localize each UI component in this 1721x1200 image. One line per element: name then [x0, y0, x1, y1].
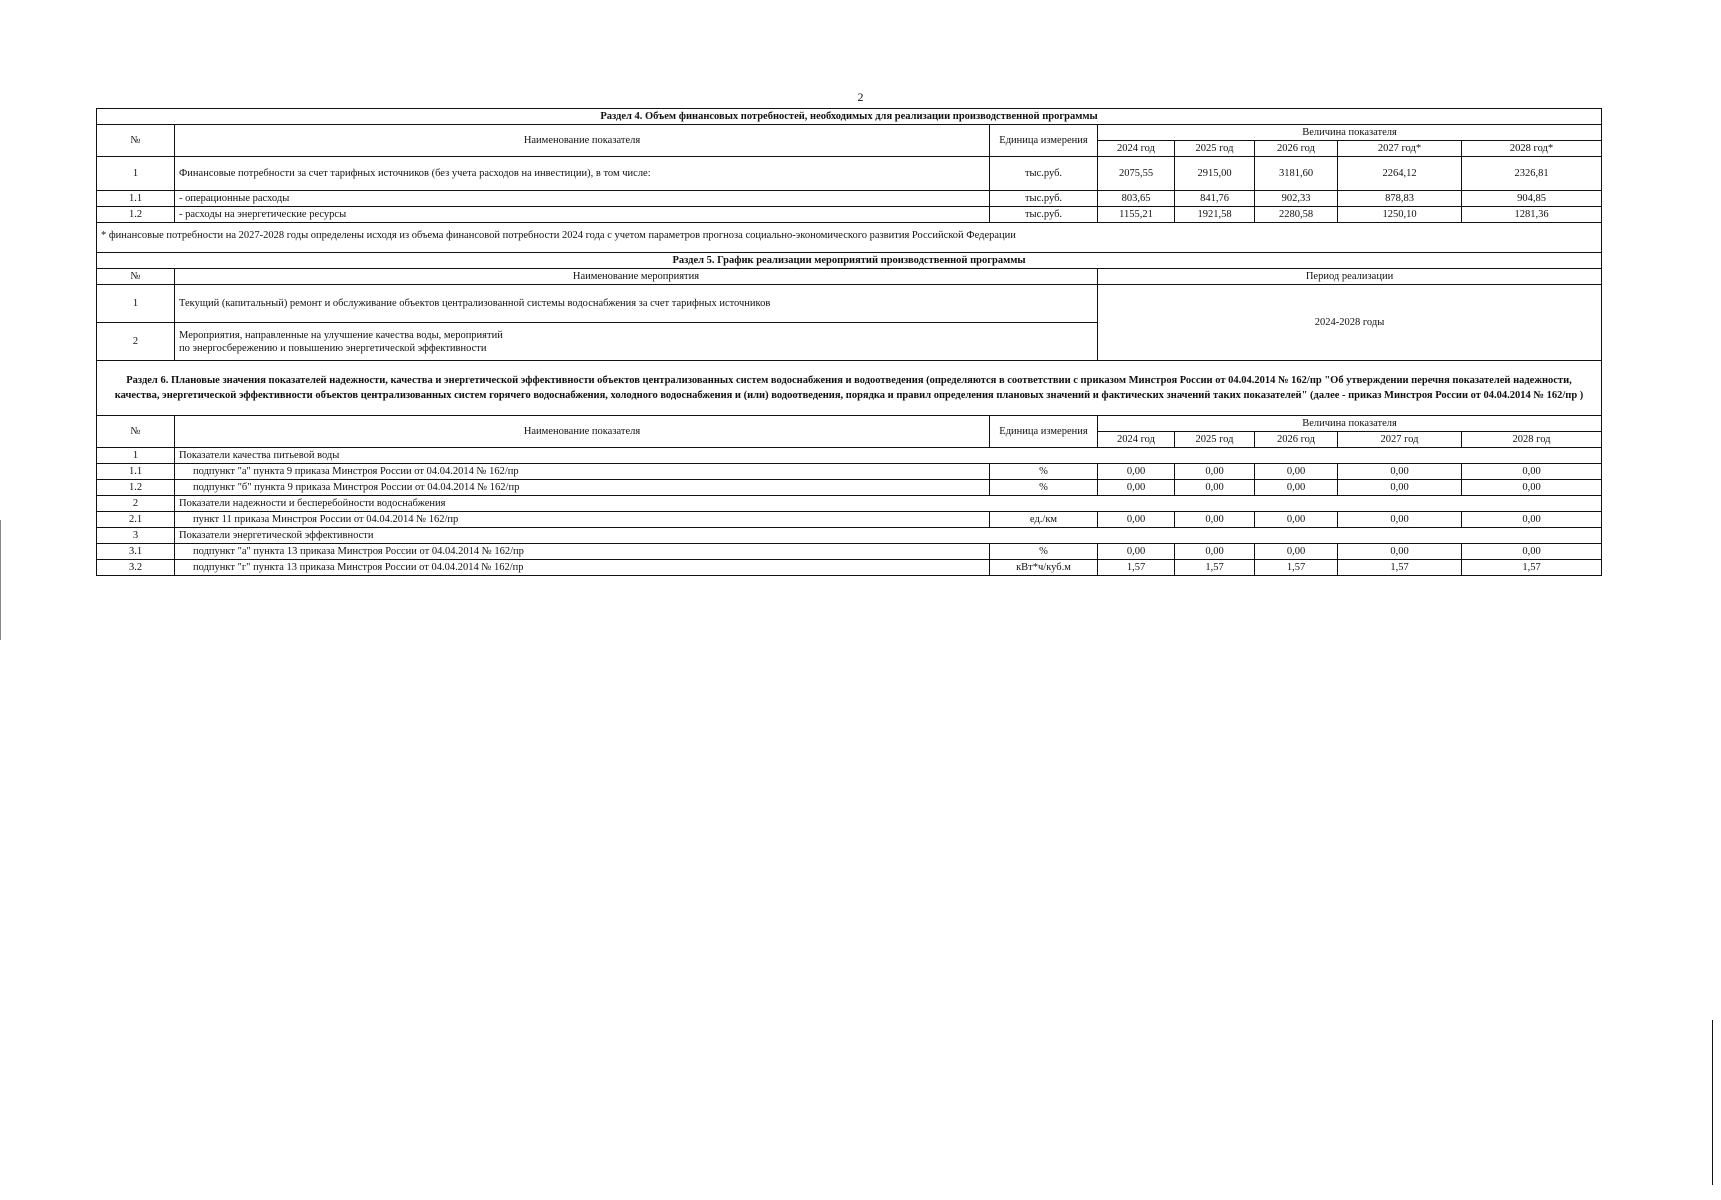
s6-year: 2028 год: [1462, 432, 1602, 448]
row-value: 0,00: [1175, 544, 1255, 560]
row-value: 0,00: [1462, 512, 1602, 528]
row-num: 1.1: [97, 464, 175, 480]
row-value: 0,00: [1338, 512, 1462, 528]
row-value: 1155,21: [1098, 207, 1175, 223]
row-value: 0,00: [1098, 464, 1175, 480]
row-num: 1.2: [97, 480, 175, 496]
row-value: 1,57: [1338, 560, 1462, 576]
row-value: 0,00: [1338, 544, 1462, 560]
group-row: [97, 528, 1602, 544]
row-value: 902,33: [1255, 191, 1338, 207]
row-value: 841,76: [1175, 191, 1255, 207]
row-unit: тыс.руб.: [990, 191, 1098, 207]
table-row: [97, 464, 1602, 480]
row-num: 3.1: [97, 544, 175, 560]
s5-header-name: Наименование мероприятия: [175, 269, 1098, 285]
s5-header-period: Период реализации: [1098, 269, 1602, 285]
row-value: 0,00: [1175, 480, 1255, 496]
table-row: [97, 207, 1602, 223]
row-unit: ед./км: [990, 512, 1098, 528]
s4-year: 2027 год*: [1338, 141, 1462, 157]
s6-year: 2025 год: [1175, 432, 1255, 448]
row-unit: тыс.руб.: [990, 207, 1098, 223]
row-value: 0,00: [1338, 480, 1462, 496]
group-name: Показатели качества питьевой воды: [175, 448, 1602, 464]
row-unit: кВт*ч/куб.м: [990, 560, 1098, 576]
s4-header-name: Наименование показателя: [175, 125, 990, 157]
row-name: подпункт "а" пункта 13 приказа Минстроя России от 04.04.2014 № 162/пр: [175, 544, 990, 560]
row-num: 1: [97, 285, 175, 323]
s6-year: 2026 год: [1255, 432, 1338, 448]
table-row: [97, 191, 1602, 207]
s6-header-num: №: [97, 416, 175, 448]
row-value: 1281,36: [1462, 207, 1602, 223]
s4-header-unit: Единица измерения: [990, 125, 1098, 157]
scan-edge-line: [0, 520, 1, 640]
row-name: подпункт "а" пункта 9 приказа Минстроя России от 04.04.2014 № 162/пр: [175, 464, 990, 480]
row-value: 0,00: [1255, 512, 1338, 528]
row-value: 1250,10: [1338, 207, 1462, 223]
row-value: 2280,58: [1255, 207, 1338, 223]
row-unit: %: [990, 544, 1098, 560]
s6-header-value: Величина показателя: [1098, 416, 1602, 432]
row-value: 0,00: [1175, 464, 1255, 480]
row-num: 1.2: [97, 207, 175, 223]
s4-year: 2028 год*: [1462, 141, 1602, 157]
row-value: 2915,00: [1175, 157, 1255, 191]
table-row: [97, 560, 1602, 576]
row-value: 2264,12: [1338, 157, 1462, 191]
section4-note-row: [97, 223, 1602, 253]
row-value: 1,57: [1098, 560, 1175, 576]
row-unit: %: [990, 480, 1098, 496]
section4-note: * финансовые потребности на 2027-2028 годы определены исходя из объема финансовой потребности 2024 года с учетом параметров прогноза социально-экономического развития Российской Федерации: [97, 223, 1602, 253]
row-value: 803,65: [1098, 191, 1175, 207]
row-value: 0,00: [1098, 512, 1175, 528]
row-value: 904,85: [1462, 191, 1602, 207]
row-name: подпункт "б" пункта 9 приказа Минстроя России от 04.04.2014 № 162/пр: [175, 480, 990, 496]
row-unit: тыс.руб.: [990, 157, 1098, 191]
row-value: 0,00: [1462, 544, 1602, 560]
row-num: 2.1: [97, 512, 175, 528]
page-number: 2: [857, 90, 864, 104]
row-num: 1.1: [97, 191, 175, 207]
row-name: Текущий (капитальный) ремонт и обслуживание объектов централизованной системы водоснабжения за счет тарифных источников: [175, 285, 1098, 323]
row-value: 0,00: [1255, 480, 1338, 496]
s5-period: 2024-2028 годы: [1098, 285, 1602, 361]
section4-header-row: [97, 125, 1602, 141]
s4-year: 2025 год: [1175, 141, 1255, 157]
group-row: [97, 448, 1602, 464]
row-name: [175, 323, 1098, 361]
row-value: 3181,60: [1255, 157, 1338, 191]
row-name: Финансовые потребности за счет тарифных источников (без учета расходов на инвестиции), в том числе:: [175, 157, 990, 191]
section5-header-row: [97, 269, 1602, 285]
scan-edge-line: [1712, 1020, 1713, 1185]
row-name: - расходы на энергетические ресурсы: [175, 207, 990, 223]
table-row: [97, 512, 1602, 528]
section6-header-row: [97, 416, 1602, 432]
section4-title-row: [97, 109, 1602, 125]
row-value: 1921,58: [1175, 207, 1255, 223]
section5-title: Раздел 5. График реализации мероприятий производственной программы: [97, 253, 1602, 269]
section6-title-row: [97, 361, 1602, 416]
group-row: [97, 496, 1602, 512]
group-name: Показатели надежности и бесперебойности водоснабжения: [175, 496, 1602, 512]
document-sheet: [96, 108, 1601, 576]
s4-header-num: №: [97, 125, 175, 157]
row-value: 0,00: [1255, 464, 1338, 480]
row-num: 2: [97, 496, 175, 512]
row-value: 878,83: [1338, 191, 1462, 207]
row-value: 2075,55: [1098, 157, 1175, 191]
s6-header-name: Наименование показателя: [175, 416, 990, 448]
s4-header-value: Величина показателя: [1098, 125, 1602, 141]
group-name: Показатели энергетической эффективности: [175, 528, 1602, 544]
row-value: 0,00: [1175, 512, 1255, 528]
row-value: 0,00: [1338, 464, 1462, 480]
table-row: [97, 544, 1602, 560]
row-value: 0,00: [1255, 544, 1338, 560]
s6-year: 2024 год: [1098, 432, 1175, 448]
row-value: 0,00: [1462, 480, 1602, 496]
row-value: 1,57: [1255, 560, 1338, 576]
main-table: [96, 108, 1602, 576]
section5-title-row: [97, 253, 1602, 269]
section6-title: Раздел 6. Плановые значения показателей надежности, качества и энергетической эффективности объектов централизованных систем водоснабжения и водоотведения (определяются в соответствии с приказом Минстроя России от 04.04.2014 № 162/пр "Об утверждении перечня показателей надежности, качества, энергетической эффективности объектов централизованных систем горячего водоснабжения, холодного водоснабжения и (или) водоотведения, порядка и правил определения плановых значений и фактических значений таких показателей" (далее - приказ Минстроя России от 04.04.2014 № 162/пр ): [97, 361, 1602, 416]
row-num: 1: [97, 448, 175, 464]
row-name: пункт 11 приказа Минстроя России от 04.04.2014 № 162/пр: [175, 512, 990, 528]
row-name-line: Мероприятия, направленные на улучшение качества воды, мероприятий: [179, 329, 503, 341]
row-value: 0,00: [1462, 464, 1602, 480]
table-row: [97, 480, 1602, 496]
row-num: 2: [97, 323, 175, 361]
row-value: 2326,81: [1462, 157, 1602, 191]
s5-header-num: №: [97, 269, 175, 285]
row-value: 0,00: [1098, 480, 1175, 496]
row-num: 3: [97, 528, 175, 544]
row-name: подпункт "г" пункта 13 приказа Минстроя России от 04.04.2014 № 162/пр: [175, 560, 990, 576]
row-name: - операционные расходы: [175, 191, 990, 207]
row-num: 3.2: [97, 560, 175, 576]
row-name-line: по энергосбережению и повышению энергетической эффективности: [179, 342, 487, 354]
s4-year: 2026 год: [1255, 141, 1338, 157]
row-value: 1,57: [1462, 560, 1602, 576]
table-row: [97, 285, 1602, 323]
row-unit: %: [990, 464, 1098, 480]
s6-header-unit: Единица измерения: [990, 416, 1098, 448]
s4-year: 2024 год: [1098, 141, 1175, 157]
row-value: 1,57: [1175, 560, 1255, 576]
row-value: 0,00: [1098, 544, 1175, 560]
section4-title: Раздел 4. Объем финансовых потребностей, необходимых для реализации производственной программы: [97, 109, 1602, 125]
row-num: 1: [97, 157, 175, 191]
s6-year: 2027 год: [1338, 432, 1462, 448]
table-row: [97, 157, 1602, 191]
